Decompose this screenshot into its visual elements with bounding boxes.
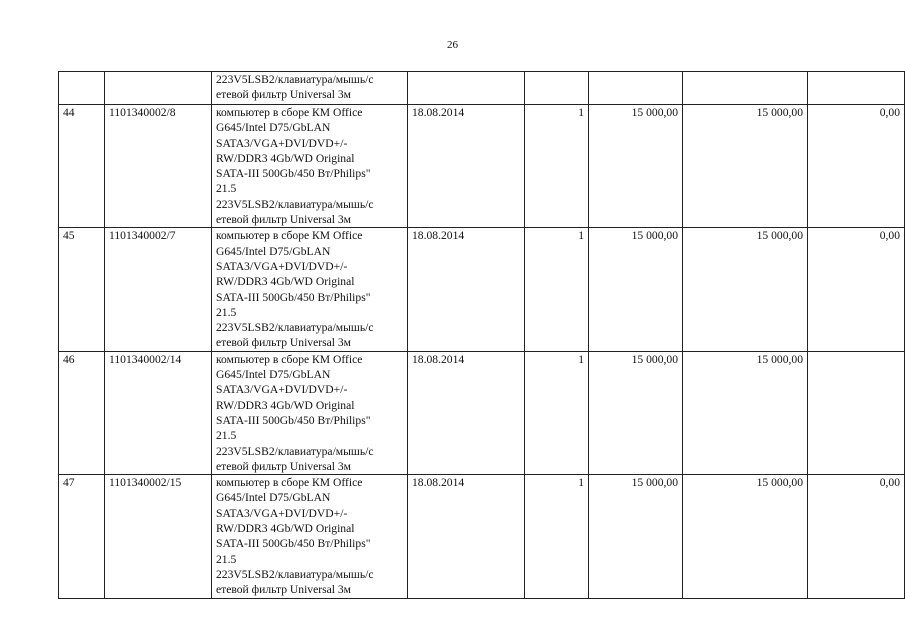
cell-residual-value: 0,00 (808, 228, 905, 351)
description-line: компьютер в сборе КМ Office (216, 229, 363, 243)
cell-date: 18.08.2014 (408, 475, 525, 598)
cell-sum: 15 000,00 (683, 228, 808, 351)
description-line: RW/DDR3 4Gb/WD Original (216, 275, 355, 289)
cell-date: 18.08.2014 (408, 228, 525, 351)
table-row (59, 105, 905, 228)
description-line: RW/DDR3 4Gb/WD Original (216, 151, 355, 165)
description-line: G645/Intel D75/GbLAN (216, 491, 331, 505)
cell-sum: 15 000,00 (683, 351, 808, 474)
description-line: SATA-III 500Gb/450 Вт/Philips" (216, 290, 371, 304)
table-row-continuation (59, 72, 905, 105)
cell-sum: 15 000,00 (683, 475, 808, 598)
description-line: 223V5LSB2/клавиатура/мышь/с (216, 197, 374, 211)
description-line: етевой фильтр Universal 3м (216, 459, 352, 473)
table-row (59, 228, 905, 351)
inventory-table (58, 71, 905, 599)
cell-residual-value: 0,00 (808, 105, 905, 228)
cell-inventory-code: 1101340002/7 (105, 228, 212, 351)
description-line: етевой фильтр Universal 3м (216, 88, 352, 102)
description-line: 223V5LSB2/клавиатура/мышь/с (216, 567, 374, 581)
description-line: SATA3/VGA+DVI/DVD+/- (216, 136, 348, 150)
cell-inventory-code: 1101340002/8 (105, 105, 212, 228)
description-line: 223V5LSB2/клавиатура/мышь/с (216, 73, 374, 86)
cell-sum: 15 000,00 (683, 105, 808, 228)
description-line: RW/DDR3 4Gb/WD Original (216, 398, 355, 412)
cell-quantity: 1 (525, 475, 589, 598)
cell-price: 15 000,00 (589, 351, 683, 474)
cell-quantity: 1 (525, 105, 589, 228)
cell-inventory-code (105, 72, 212, 105)
cell-number (59, 72, 105, 105)
page-number: 26 (447, 39, 458, 51)
description-line: 21.5 (216, 305, 237, 319)
description-line: компьютер в сборе КМ Office (216, 352, 363, 366)
description-line: SATA3/VGA+DVI/DVD+/- (216, 259, 348, 273)
description-line: 21.5 (216, 182, 237, 196)
description-line: компьютер в сборе КМ Office (216, 476, 363, 490)
description-line: RW/DDR3 4Gb/WD Original (216, 522, 355, 536)
cell-number: 45 (59, 228, 105, 351)
cell-price (589, 72, 683, 105)
description-line: SATA3/VGA+DVI/DVD+/- (216, 383, 348, 397)
cell-inventory-code: 1101340002/15 (105, 475, 212, 598)
cell-price: 15 000,00 (589, 228, 683, 351)
cell-inventory-code: 1101340002/14 (105, 351, 212, 474)
cell-price: 15 000,00 (589, 105, 683, 228)
description-line: етевой фильтр Universal 3м (216, 336, 352, 350)
cell-date (408, 72, 525, 105)
description-line: етевой фильтр Universal 3м (216, 583, 352, 597)
description-line: SATA-III 500Gb/450 Вт/Philips" (216, 167, 371, 181)
cell-number: 47 (59, 475, 105, 598)
description-line: 223V5LSB2/клавиатура/мышь/с (216, 321, 374, 335)
cell-quantity (525, 72, 589, 105)
description-line: SATA-III 500Gb/450 Вт/Philips" (216, 413, 371, 427)
table-row (59, 475, 905, 598)
description-line: G645/Intel D75/GbLAN (216, 244, 331, 258)
cell-residual-value: 0,00 (808, 475, 905, 598)
cell-description (212, 72, 408, 105)
cell-residual-value (808, 72, 905, 105)
cell-number: 44 (59, 105, 105, 228)
cell-quantity: 1 (525, 351, 589, 474)
cell-number: 46 (59, 351, 105, 474)
description-line: 21.5 (216, 552, 237, 566)
description-line: SATA3/VGA+DVI/DVD+/- (216, 506, 348, 520)
cell-description (212, 475, 408, 598)
cell-description (212, 228, 408, 351)
cell-price: 15 000,00 (589, 475, 683, 598)
description-line: етевой фильтр Universal 3м (216, 213, 352, 227)
cell-quantity: 1 (525, 228, 589, 351)
cell-description (212, 105, 408, 228)
table-row (59, 351, 905, 474)
cell-date: 18.08.2014 (408, 351, 525, 474)
description-line: G645/Intel D75/GbLAN (216, 121, 331, 135)
description-line: 223V5LSB2/клавиатура/мышь/с (216, 444, 374, 458)
description-line: компьютер в сборе КМ Office (216, 106, 363, 119)
cell-residual-value (808, 351, 905, 474)
cell-date: 18.08.2014 (408, 105, 525, 228)
cell-sum (683, 72, 808, 105)
cell-description (212, 351, 408, 474)
description-line: 21.5 (216, 429, 237, 443)
description-line: SATA-III 500Gb/450 Вт/Philips" (216, 537, 371, 551)
description-line: G645/Intel D75/GbLAN (216, 368, 331, 382)
